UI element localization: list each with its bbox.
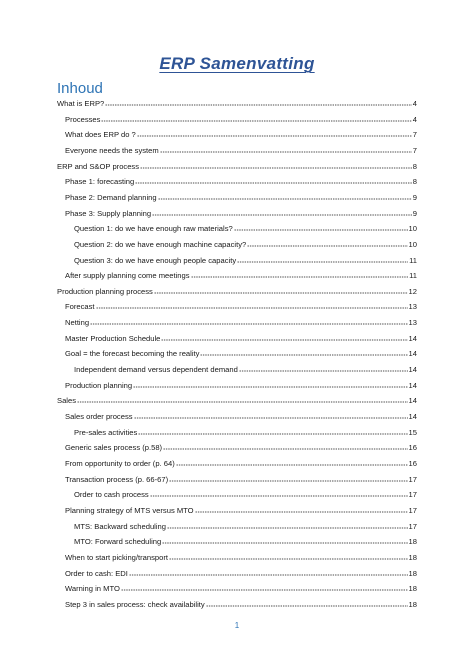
toc-leader-dots <box>158 191 412 200</box>
toc-entry-page: 8 <box>412 177 417 187</box>
toc-leader-dots <box>163 441 407 450</box>
toc-leader-dots <box>161 332 407 341</box>
toc-entry-page: 14 <box>408 412 417 421</box>
toc-leader-dots <box>191 269 409 278</box>
toc-entry-label: Phase 3: Supply planning <box>65 208 152 218</box>
toc-entry-label: When to start picking/transport <box>65 552 168 562</box>
toc-entry-page: 17 <box>408 474 417 484</box>
toc-entry[interactable] <box>65 441 417 451</box>
toc-entry-label: Forecast <box>65 302 95 312</box>
toc-leader-dots <box>162 535 407 544</box>
toc-leader-dots <box>206 598 408 607</box>
toc-leader-dots <box>137 128 412 137</box>
toc-entry-label: Warning in MTO <box>65 584 120 594</box>
toc-leader-dots <box>134 410 408 419</box>
toc-leader-dots <box>176 457 408 466</box>
toc-entry-page: 4 <box>412 114 417 124</box>
toc-entry-label: What is ERP? <box>57 99 105 108</box>
toc-entry-page: 10 <box>408 224 417 234</box>
toc-entry-label: From opportunity to order (p. 64) <box>65 458 175 468</box>
toc-entry-label: Goal = the forecast becoming the reality <box>65 349 200 359</box>
toc-entry-label: Pre-sales activities <box>74 427 138 437</box>
toc-entry-label: ERP and S&OP process <box>57 161 140 171</box>
toc-entry[interactable] <box>65 113 417 123</box>
toc-entry[interactable] <box>65 598 417 608</box>
toc-leader-dots <box>160 144 412 153</box>
toc-entry-page: 7 <box>412 130 417 140</box>
toc-entry-label: Sales order process <box>65 412 133 421</box>
toc-entry-page: 18 <box>408 537 417 547</box>
toc-leader-dots <box>234 222 408 231</box>
toc-leader-dots <box>200 347 407 356</box>
toc-leader-dots <box>239 363 408 372</box>
toc-entry[interactable] <box>65 300 417 310</box>
toc-entry-label: After supply planning come meetings <box>65 271 190 281</box>
toc-entry[interactable] <box>65 457 417 467</box>
toc-leader-dots <box>169 473 407 482</box>
toc-entry-label: Question 1: do we have enough raw materials? <box>74 224 233 234</box>
toc-leader-dots <box>169 551 408 560</box>
toc-entry[interactable] <box>65 473 417 483</box>
toc-entry-label: What does ERP do ? <box>65 130 136 140</box>
toc-entry[interactable] <box>74 535 417 545</box>
toc-entry-label: Processes <box>65 114 101 124</box>
toc-entry[interactable] <box>65 191 417 201</box>
toc-entry[interactable] <box>65 567 417 577</box>
toc-entry-page: 17 <box>408 505 417 515</box>
toc-leader-dots <box>150 488 408 497</box>
toc-entry-label: Question 3: do we have enough people capacity <box>74 255 237 265</box>
toc-entry[interactable] <box>65 128 417 138</box>
toc-entry-label: Netting <box>65 318 90 328</box>
toc-leader-dots <box>154 285 408 294</box>
toc-entry[interactable] <box>65 269 417 279</box>
toc-entry[interactable] <box>65 347 417 357</box>
toc-entry-page: 8 <box>412 161 417 171</box>
toc-entry-page: 13 <box>408 318 417 328</box>
toc-entry-label: Phase 1: forecasting <box>65 177 135 187</box>
toc-entry-page: 18 <box>408 599 417 609</box>
toc-entry[interactable] <box>74 488 417 498</box>
toc-entry-label: Everyone needs the system <box>65 145 159 155</box>
toc-leader-dots <box>101 113 411 122</box>
toc-entry-page: 14 <box>408 365 417 375</box>
toc-entry-page: 16 <box>408 443 417 453</box>
toc-heading: Inhoud <box>57 80 103 97</box>
toc-entry[interactable] <box>74 222 417 232</box>
toc-entry-page: 14 <box>408 349 417 359</box>
document-title: ERP Samenvatting <box>159 54 315 73</box>
toc-entry-page: 18 <box>408 568 417 578</box>
toc-entry[interactable] <box>57 285 417 295</box>
toc-entry-page: 9 <box>412 208 417 218</box>
toc-leader-dots <box>105 97 412 106</box>
toc-entry-page: 9 <box>412 192 417 202</box>
toc-entry-page: 16 <box>408 458 417 468</box>
toc-entry[interactable] <box>65 582 417 592</box>
toc-entry[interactable] <box>57 97 417 107</box>
toc-leader-dots <box>247 238 407 247</box>
toc-leader-dots <box>133 379 407 388</box>
toc-entry-label: Transaction process (p. 66-67) <box>65 474 169 484</box>
toc-leader-dots <box>152 207 412 216</box>
toc-entry-label: Planning strategy of MTS versus MTO <box>65 505 194 515</box>
toc-entry-page: 14 <box>408 333 417 343</box>
toc-entry-page: 12 <box>408 286 417 296</box>
toc-leader-dots <box>135 175 412 184</box>
toc-entry-page: 17 <box>408 490 417 500</box>
toc-leader-dots <box>140 160 412 169</box>
toc-leader-dots <box>90 316 407 325</box>
toc-entry-page: 11 <box>409 255 417 265</box>
toc-entry-label: Generic sales process (p.58) <box>65 443 163 453</box>
toc-entry[interactable] <box>65 175 417 185</box>
toc-entry-label: Master Production Schedule <box>65 333 161 343</box>
toc-entry-label: Independent demand versus dependent demand <box>74 365 238 375</box>
toc-entry-label: Sales <box>57 396 76 406</box>
toc-entry-page: 7 <box>412 145 417 155</box>
toc-entry-page: 14 <box>408 380 417 390</box>
toc-entry[interactable] <box>74 363 417 373</box>
toc-entry-page: 4 <box>412 99 417 108</box>
toc-entry-label: Question 2: do we have enough machine capacity? <box>74 239 247 249</box>
toc-entry-page: 11 <box>409 271 417 281</box>
toc-entry[interactable] <box>74 520 417 530</box>
toc-entry[interactable] <box>65 504 417 514</box>
toc-entry-label: Order to cash: EDI <box>65 568 128 578</box>
toc-entry-page: 14 <box>408 396 417 406</box>
toc-entry[interactable] <box>74 254 417 264</box>
toc-leader-dots <box>96 300 408 309</box>
toc-entry-page: 17 <box>408 521 417 531</box>
toc-entry-label: MTS: Backward scheduling <box>74 521 167 531</box>
toc-entry-label: Order to cash process <box>74 490 149 500</box>
toc-entry-page: 18 <box>408 552 417 562</box>
toc-entry[interactable] <box>65 207 417 217</box>
toc-entry[interactable] <box>57 160 417 170</box>
toc-entry[interactable] <box>74 238 417 248</box>
toc-entry-label: Production planning process <box>57 286 153 296</box>
page-number: 1 <box>234 621 240 630</box>
toc-entry-label: MTO: Forward scheduling <box>74 537 162 547</box>
toc-entry[interactable] <box>65 379 417 389</box>
toc-entry-page: 15 <box>408 427 417 437</box>
toc-entry-page: 13 <box>408 302 417 312</box>
toc-entry[interactable] <box>65 316 417 326</box>
toc-leader-dots <box>167 520 408 529</box>
toc-leader-dots <box>121 582 408 591</box>
toc-entry[interactable] <box>65 144 417 154</box>
toc-entry[interactable] <box>65 332 417 342</box>
toc-entry[interactable] <box>74 426 417 436</box>
toc-entry-label: Step 3 in sales process: check availability <box>65 599 205 609</box>
toc-leader-dots <box>195 504 408 513</box>
toc-entry-page: 18 <box>408 584 417 594</box>
toc-entry[interactable] <box>57 394 417 404</box>
toc-leader-dots <box>138 426 407 435</box>
toc-entry-label: Phase 2: Demand planning <box>65 192 157 202</box>
toc-leader-dots <box>237 254 408 263</box>
toc-entry-label: Production planning <box>65 380 133 390</box>
toc-entry[interactable] <box>65 410 417 420</box>
toc-entry[interactable] <box>65 551 417 561</box>
toc-entry-page: 10 <box>408 239 417 249</box>
toc-leader-dots <box>129 567 408 576</box>
toc-leader-dots <box>77 394 408 403</box>
